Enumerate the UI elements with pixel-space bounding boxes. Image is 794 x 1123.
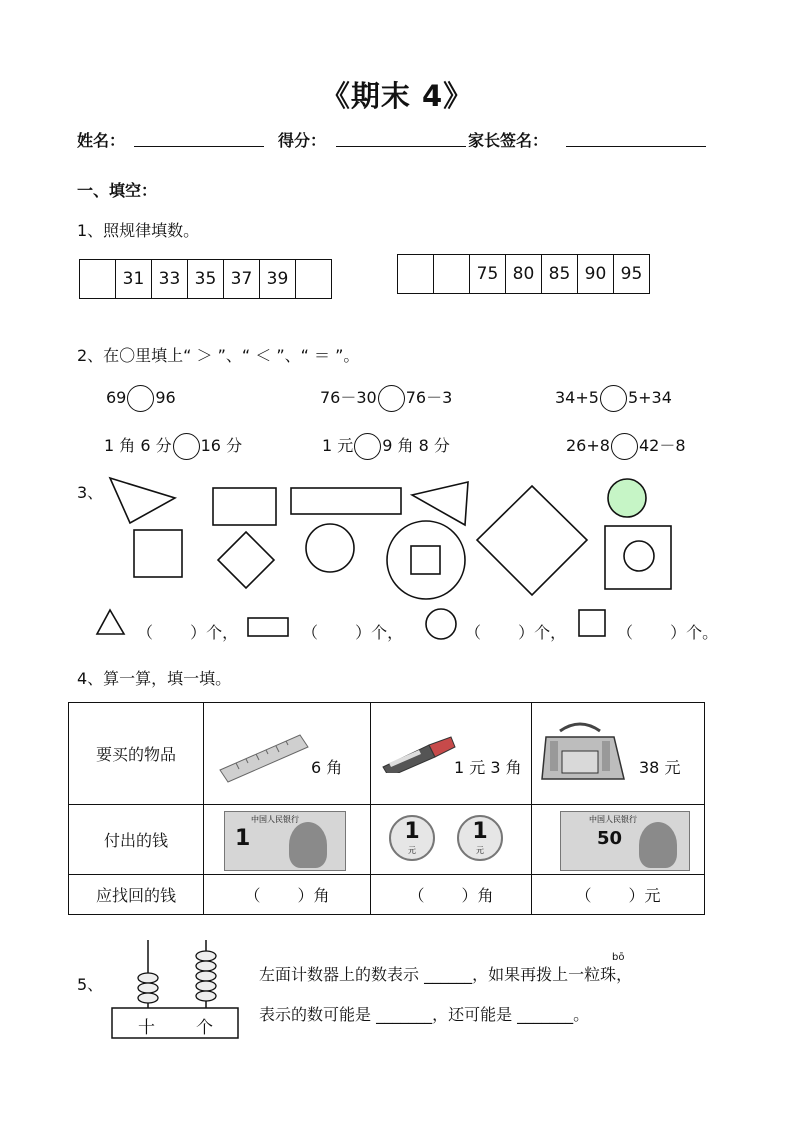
row-label: 付出的钱 — [69, 805, 204, 875]
seq-cell: 80 — [506, 255, 542, 294]
portrait-icon — [289, 822, 327, 868]
ruler-icon — [216, 725, 316, 785]
sequence-table-b — [397, 254, 650, 294]
sequence-table-a — [79, 259, 332, 299]
q5-line1: 左面计数器上的数表示 ______，如果再拨上一粒珠， — [259, 965, 633, 984]
q3-number: 3、 — [77, 483, 104, 502]
q5-line2: 表示的数可能是 _______，还可能是 _______。 — [259, 1005, 590, 1024]
compare-left: 1 角 6 分 — [104, 436, 172, 455]
seq-cell[interactable] — [296, 260, 332, 299]
square-shape — [218, 532, 274, 588]
coin-unit: 元 — [476, 846, 484, 855]
item-cell-ruler — [204, 703, 371, 805]
name-label: 姓名： — [77, 131, 126, 150]
banknote-50-yuan — [560, 811, 690, 871]
answer-slot[interactable]: （ ）个， — [302, 623, 404, 642]
item-cell-marker — [371, 703, 532, 805]
coin-unit: 元 — [408, 846, 416, 855]
q5-number: 5、 — [77, 975, 104, 994]
seq-cell: 85 — [542, 255, 578, 294]
compare-circle[interactable] — [127, 385, 154, 412]
answer-slot[interactable]: （ ）个， — [465, 623, 567, 642]
compare-item — [555, 385, 672, 412]
banknote-value: 1 — [235, 826, 251, 851]
compare-item — [566, 433, 686, 460]
rectangle-shape — [291, 488, 401, 514]
coin-1-yuan — [457, 815, 503, 861]
score-field[interactable] — [336, 146, 466, 147]
triangle-shape — [412, 482, 468, 525]
compare-left: 26+8 — [566, 436, 610, 455]
pinyin-annotation: bō — [612, 952, 625, 963]
seq-cell: 90 — [578, 255, 614, 294]
compare-item — [320, 385, 452, 412]
coin-1-yuan — [389, 815, 435, 861]
seq-cell: 31 — [116, 260, 152, 299]
score-label: 得分： — [278, 131, 327, 150]
page-title: 《期末 4》 — [320, 79, 474, 113]
abacus-tens-label: 十 — [138, 1018, 155, 1038]
q4-prompt: 4、算一算，填一填。 — [77, 669, 232, 688]
seq-cell: 37 — [224, 260, 260, 299]
compare-left: 1 元 — [322, 436, 354, 455]
rectangle-shape — [213, 488, 276, 525]
seq-cell[interactable] — [80, 260, 116, 299]
parent-signature-field[interactable] — [566, 146, 706, 147]
compare-right: 96 — [155, 388, 176, 407]
triangle-icon — [97, 610, 124, 634]
banknote-1-yuan — [224, 811, 346, 871]
banknote-caption: 中国人民银行 — [589, 815, 637, 824]
compare-circle[interactable] — [600, 385, 627, 412]
change-answer[interactable]: （ ）角 — [371, 875, 532, 915]
paid-cell — [371, 805, 532, 875]
compare-circle[interactable] — [611, 433, 638, 460]
seq-cell: 95 — [614, 255, 650, 294]
compare-left: 69 — [106, 388, 127, 407]
seq-cell[interactable] — [398, 255, 434, 294]
compare-right: 9 角 8 分 — [382, 436, 450, 455]
answer-slot[interactable]: （ ）个， — [137, 623, 239, 642]
circle-shape — [608, 479, 646, 517]
seq-cell: 75 — [470, 255, 506, 294]
coin-value: 1 — [472, 819, 488, 844]
abacus-figure — [108, 938, 243, 1043]
q1-prompt: 1、照规律填数。 — [77, 221, 200, 240]
compare-circle[interactable] — [354, 433, 381, 460]
compare-left: 76－30 — [320, 388, 377, 407]
item-price: 6 角 — [311, 758, 343, 777]
compare-item — [104, 433, 242, 460]
compare-circle[interactable] — [378, 385, 405, 412]
circle-shape — [387, 521, 465, 599]
seq-cell: 35 — [188, 260, 224, 299]
compare-item — [106, 385, 176, 412]
coin-value: 1 — [404, 819, 420, 844]
marker-pen-icon — [379, 733, 459, 773]
row-label: 要买的物品 — [69, 703, 204, 805]
section-heading: 一、填空： — [77, 181, 158, 200]
answer-slot[interactable]: （ ）个。 — [617, 623, 719, 642]
schoolbag-icon — [540, 717, 630, 787]
portrait-icon — [639, 822, 677, 868]
triangle-shape — [110, 478, 175, 523]
square-shape — [411, 546, 440, 574]
banknote-caption: 中国人民银行 — [251, 815, 299, 824]
change-answer[interactable]: （ ）元 — [532, 875, 705, 915]
seq-cell[interactable] — [434, 255, 470, 294]
parent-signature-label: 家长签名： — [468, 131, 549, 150]
circle-icon — [426, 609, 456, 639]
banknote-value: 50 — [597, 828, 623, 849]
circle-shape — [624, 541, 654, 571]
shopping-table — [68, 702, 705, 915]
item-price: 38 元 — [639, 758, 681, 777]
circle-shape — [306, 524, 354, 572]
square-icon — [579, 610, 605, 636]
q2-prompt: 2、在〇里填上“ ＞ ”、“ ＜ ”、“ ＝ ”。 — [77, 346, 360, 365]
item-price: 1 元 3 角 — [454, 758, 522, 777]
seq-cell: 39 — [260, 260, 296, 299]
change-answer[interactable]: （ ）角 — [204, 875, 371, 915]
rectangle-icon — [248, 618, 288, 636]
name-field[interactable] — [134, 146, 264, 147]
compare-right: 16 分 — [200, 436, 243, 455]
compare-right: 76－3 — [405, 388, 453, 407]
compare-right: 42－8 — [638, 436, 686, 455]
paid-cell — [204, 805, 371, 875]
row-label: 应找回的钱 — [69, 875, 204, 915]
square-shape — [605, 526, 671, 589]
item-cell-bag — [532, 703, 705, 805]
compare-left: 34+5 — [555, 388, 599, 407]
square-shape — [477, 486, 587, 595]
compare-item — [322, 433, 450, 460]
seq-cell: 33 — [152, 260, 188, 299]
paid-cell — [532, 805, 705, 875]
abacus-ones-label: 个 — [196, 1018, 213, 1038]
compare-right: 5+34 — [627, 388, 672, 407]
square-shape — [134, 530, 182, 577]
compare-circle[interactable] — [173, 433, 200, 460]
